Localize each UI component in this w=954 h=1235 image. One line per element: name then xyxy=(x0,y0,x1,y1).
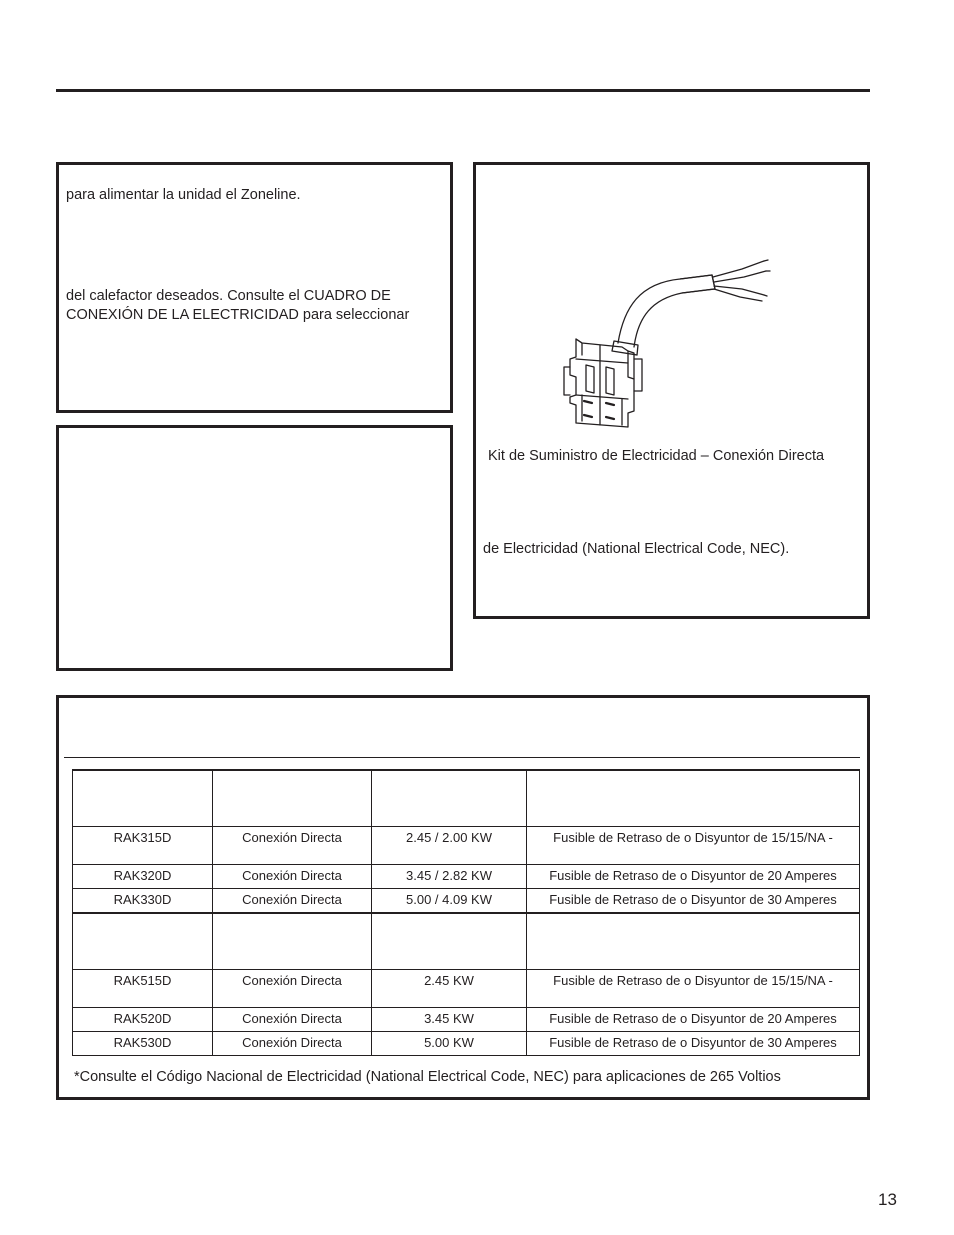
table-cell-protection: Fusible de Retraso de o Disyuntor de 30 Amperes xyxy=(527,1032,860,1056)
table-cell-power: 3.45 KW xyxy=(372,1008,527,1032)
table-cell-model: RAK315D xyxy=(73,827,213,865)
table-header-row xyxy=(73,770,860,827)
table-cell-connection xyxy=(213,770,372,827)
table-cell-connection: Conexión Directa xyxy=(213,889,372,914)
table-cell-connection: Conexión Directa xyxy=(213,1032,372,1056)
table-cell-power: 2.45 KW xyxy=(372,970,527,1008)
table-cell-protection: Fusible de Retraso de o Disyuntor de 30 Amperes xyxy=(527,889,860,914)
table-cell-power: 5.00 KW xyxy=(372,1032,527,1056)
table-cell-protection: Fusible de Retraso de o Disyuntor de 20 Amperes xyxy=(527,865,860,889)
empty-info-box xyxy=(56,425,453,671)
table-cell-connection: Conexión Directa xyxy=(213,1008,372,1032)
table-cell-connection: Conexión Directa xyxy=(213,827,372,865)
table-cell-power: 5.00 / 4.09 KW xyxy=(372,889,527,914)
figure-caption: Kit de Suministro de Electricidad – Conexión Directa xyxy=(488,448,825,464)
electrical-connection-table xyxy=(72,769,860,1056)
table-cell-protection: Fusible de Retraso de o Disyuntor de 15/15/NA - xyxy=(527,827,860,865)
table-footnote: *Consulte el Código Nacional de Electricidad (National Electrical Code, NEC) para aplicaciones de 265 Voltios xyxy=(74,1069,781,1085)
left-box-line-3: CONEXIÓN DE LA ELECTRICIDAD para seleccionar xyxy=(66,307,410,323)
table-cell-connection: Conexión Directa xyxy=(213,970,372,1008)
table-cell-power: 2.45 / 2.00 KW xyxy=(372,827,527,865)
table-cell-power: 3.45 / 2.82 KW xyxy=(372,865,527,889)
table-cell-model: RAK320D xyxy=(73,865,213,889)
table-cell-model: RAK530D xyxy=(73,1032,213,1056)
table-cell-model: RAK330D xyxy=(73,889,213,914)
table-cell-power xyxy=(372,913,527,970)
table-cell-connection: Conexión Directa xyxy=(213,865,372,889)
table-header-row xyxy=(73,913,860,970)
table-cell-protection xyxy=(527,770,860,827)
table-row xyxy=(73,1032,860,1056)
table-row xyxy=(73,889,860,914)
table-cell-model xyxy=(73,913,213,970)
table-cell-model: RAK520D xyxy=(73,1008,213,1032)
table-cell-connection xyxy=(213,913,372,970)
table-row xyxy=(73,970,860,1008)
chart-title-rule xyxy=(64,757,860,758)
table-cell-model xyxy=(73,770,213,827)
page-number: 13 xyxy=(878,1190,897,1209)
table-cell-protection: Fusible de Retraso de o Disyuntor de 15/15/NA - xyxy=(527,970,860,1008)
table-cell-protection xyxy=(527,913,860,970)
left-box-line-2: del calefactor deseados. Consulte el CUADRO DE xyxy=(66,288,391,304)
table-row xyxy=(73,865,860,889)
top-rule xyxy=(56,89,870,92)
table-cell-power xyxy=(372,770,527,827)
table-row xyxy=(73,827,860,865)
table-cell-protection: Fusible de Retraso de o Disyuntor de 20 Amperes xyxy=(527,1008,860,1032)
nec-note: de Electricidad (National Electrical Code, NEC). xyxy=(483,541,790,557)
left-box-line-1: para alimentar la unidad el Zoneline. xyxy=(66,187,301,203)
power-kit-connector-diagram xyxy=(562,255,772,430)
table-row xyxy=(73,1008,860,1032)
table-cell-model: RAK515D xyxy=(73,970,213,1008)
